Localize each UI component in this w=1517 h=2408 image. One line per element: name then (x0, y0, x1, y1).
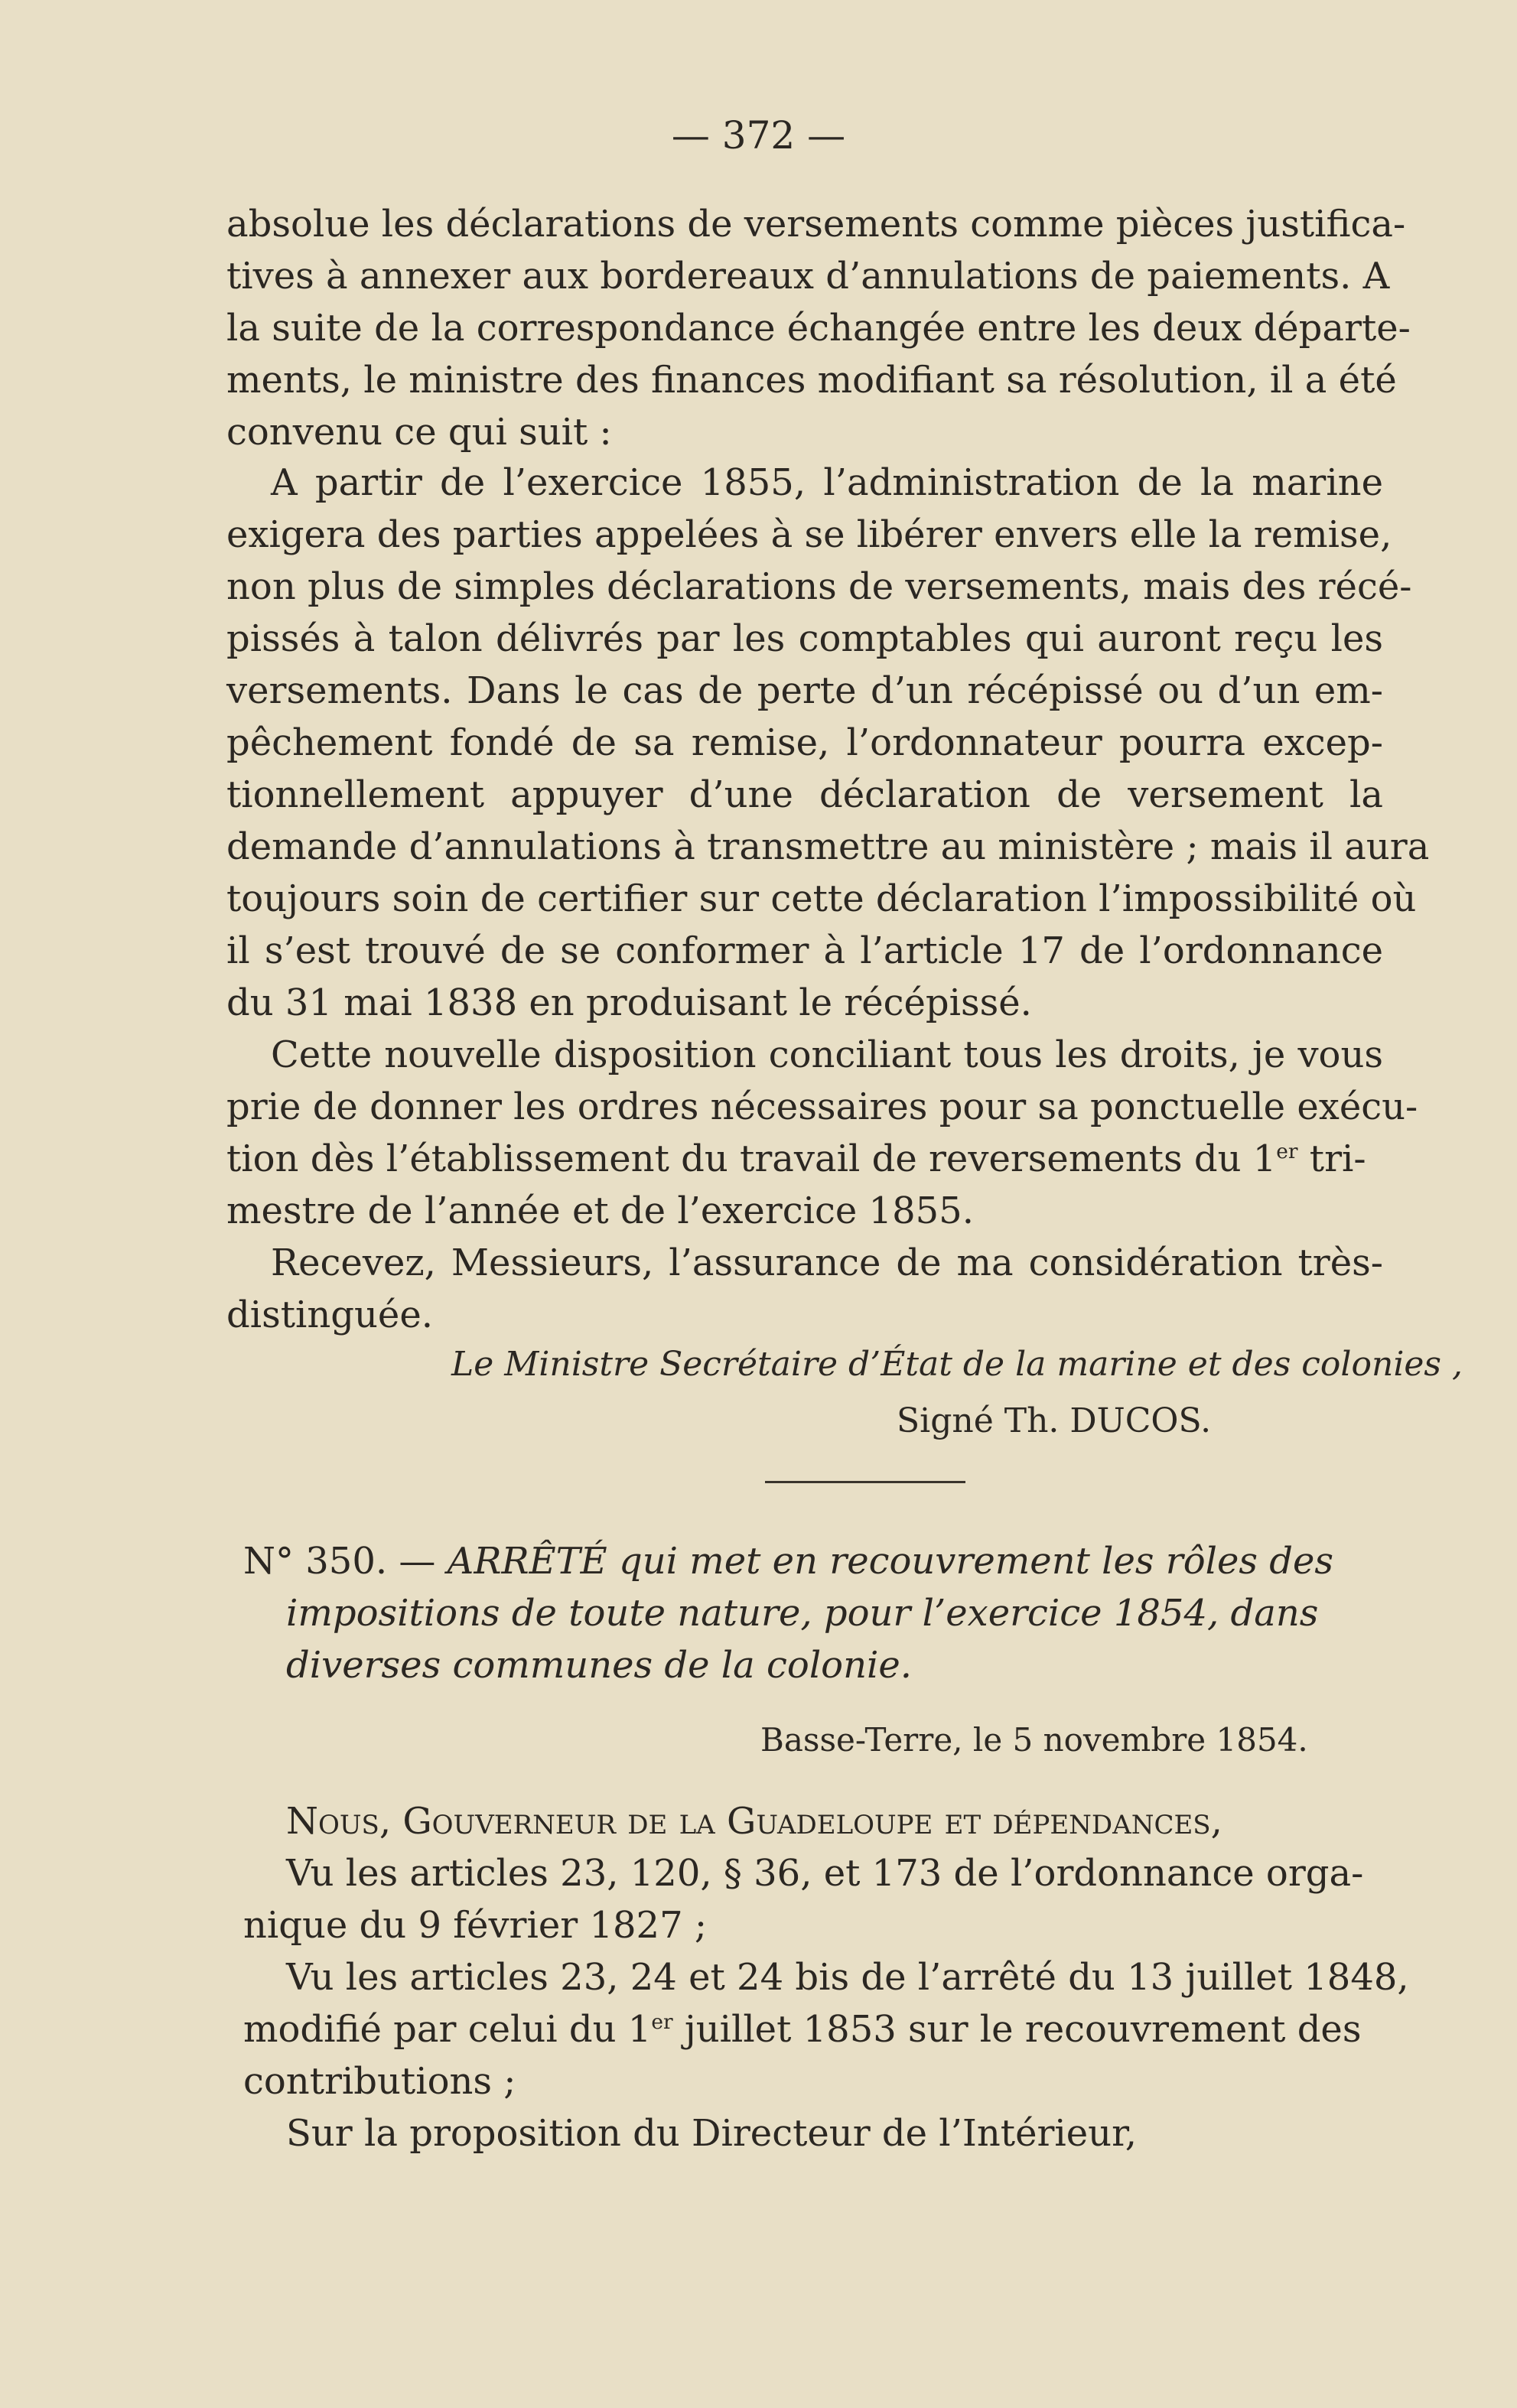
body-line: tives à annexer aux bordereaux d’annulations de paiements. A (226, 255, 1390, 298)
decree-line-ordinal (243, 2006, 1361, 2053)
body-line: Recevez, Messieurs, l’assurance de ma considération très- (271, 1241, 1383, 1284)
decree-text: juillet 1853 sur le recouvrement des (672, 2008, 1362, 2051)
body-line: mestre de l’année et de l’exercice 1855. (226, 1189, 974, 1232)
ordinal-superscript: er (1276, 1140, 1298, 1163)
body-line: pêchement fondé de sa remise, l’ordonnateur pourra excep- (226, 721, 1383, 764)
body-line-ordinal (226, 1135, 1383, 1183)
place-date: Basse-Terre, le 5 novembre 1854. (760, 1721, 1308, 1759)
decree-line: Sur la proposition du Directeur de l’Intérieur, (286, 2112, 1138, 2155)
body-line: prie de donner les ordres nécessaires pour sa ponctuelle exécu- (226, 1085, 1418, 1128)
body-line: Cette nouvelle disposition conciliant tous les droits, je vous (271, 1033, 1383, 1076)
body-line: pissés à talon délivrés par les comptables qui auront reçu les (226, 617, 1383, 660)
signature-name: Signé Th. DUCOS. (897, 1401, 1212, 1440)
decree-line: Vu les articles 23, 24 et 24 bis de l’arrêté du 13 juillet 1848, (286, 1956, 1409, 1999)
body-line: la suite de la correspondance échangée entre les deux départe- (226, 307, 1411, 350)
arrete-number: N° 350. — (243, 1540, 448, 1583)
body-line: demande d’annulations à transmettre au ministère ; mais il aura (226, 825, 1430, 868)
body-line: versements. Dans le cas de perte d’un récépissé ou d’un em- (226, 669, 1383, 712)
body-line: absolue les déclarations de versements comme pièces justifica- (226, 203, 1406, 246)
arrete-title-line: impositions de toute nature, pour l’exercice 1854, dans (286, 1592, 1319, 1635)
body-line: exigera des parties appelées à se libérer envers elle la remise, (226, 513, 1392, 556)
body-line: ments, le ministre des finances modifiant sa résolution, il a été (226, 359, 1397, 402)
decree-text: modifié par celui du 1 (243, 2008, 652, 2051)
body-line: il s’est trouvé de se conformer à l’article 17 de l’ordonnance (226, 929, 1383, 972)
ordinal-superscript: er (651, 2010, 673, 2034)
body-line: convenu ce qui suit : (226, 411, 612, 454)
body-text: tion dès l’établissement du travail de reversements du 1 (226, 1137, 1277, 1180)
body-line: du 31 mai 1838 en produisant le récépissé. (226, 981, 1032, 1024)
arrete-word: ARRÊTÉ (447, 1540, 607, 1583)
section-divider (765, 1481, 965, 1483)
decree-line: contributions ; (243, 2060, 516, 2103)
decree-line: nique du 9 février 1827 ; (243, 1904, 708, 1947)
body-line: tionnellement appuyer d’une déclaration de versement la (226, 773, 1383, 816)
arrete-title-text: qui met en recouvrement les rôles des (607, 1540, 1334, 1583)
decree-line: Nous, Gouverneur de la Guadeloupe et dépendances, (286, 1800, 1222, 1843)
body-line: distinguée. (226, 1293, 433, 1336)
decree-line: Vu les articles 23, 120, § 36, et 173 de l’ordonnance orga- (286, 1852, 1364, 1895)
body-line: A partir de l’exercice 1855, l’administration de la marine (271, 461, 1383, 504)
signature-title: Le Ministre Secrétaire d’État de la marine et des colonies , (451, 1345, 1463, 1384)
arrete-title-line: diverses communes de la colonie. (286, 1644, 912, 1687)
page-number: — 372 — (671, 113, 846, 158)
body-line: toujours soin de certifier sur cette déclaration l’impossibilité où (226, 877, 1417, 920)
body-text: tri- (1297, 1137, 1366, 1180)
body-line: non plus de simples déclarations de versements, mais des récé- (226, 565, 1412, 608)
arrete-title-line (243, 1538, 1333, 1585)
